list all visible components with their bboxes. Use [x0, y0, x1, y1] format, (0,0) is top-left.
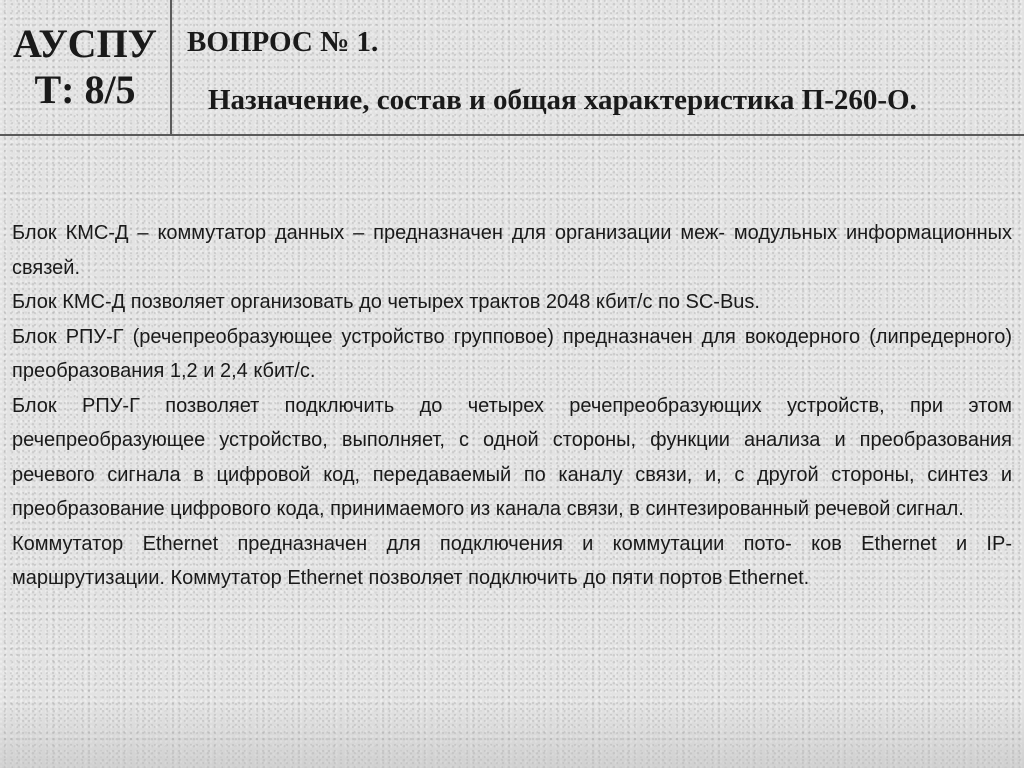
bottom-shade — [0, 700, 1024, 768]
slide-body — [12, 216, 1012, 596]
slide-header — [0, 0, 1024, 136]
course-code: АУСПУ — [12, 21, 158, 66]
question-label: ВОПРОС № 1. — [187, 26, 379, 58]
body-paragraph: Блок РПУ-Г (речепреобразующее устройство групповое) предназначен для вокодерного (липредерного) преобразования 1,2 и 2,4 кбит/с. — [12, 325, 1012, 382]
body-paragraph: Блок РПУ-Г позволяет подключить до четырех речепреобразующих устройств, при этом речепреобразующее устройство, выполняет, с одной стороны, функции анализа и преобразования речевого сигнала в цифровой код, передаваемый по каналу связи, и, с другой стороны, синтез и преобразование цифрового кода, принимаемого из канала связи, в синтезированный речевой сигнал. — [12, 394, 1012, 520]
body-paragraph: Блок КМС-Д – коммутатор данных – предназначен для организации меж- модульных информационных связей. — [12, 222, 1012, 279]
body-paragraph: Блок КМС-Д позволяет организовать до четырех трактов 2048 кбит/с по SC-Bus. — [12, 291, 760, 313]
question-title: Назначение, состав и общая характеристика П-260-О. — [208, 84, 917, 116]
body-paragraph: Коммутатор Ethernet предназначен для подключения и коммутации пото- ков Ethernet и IP-маршрутизации. Коммутатор Ethernet позволяет подключить до пяти портов Ethernet. — [12, 532, 1012, 589]
topic-number: Т: 8/5 — [34, 67, 136, 112]
course-code-cell — [0, 0, 172, 134]
